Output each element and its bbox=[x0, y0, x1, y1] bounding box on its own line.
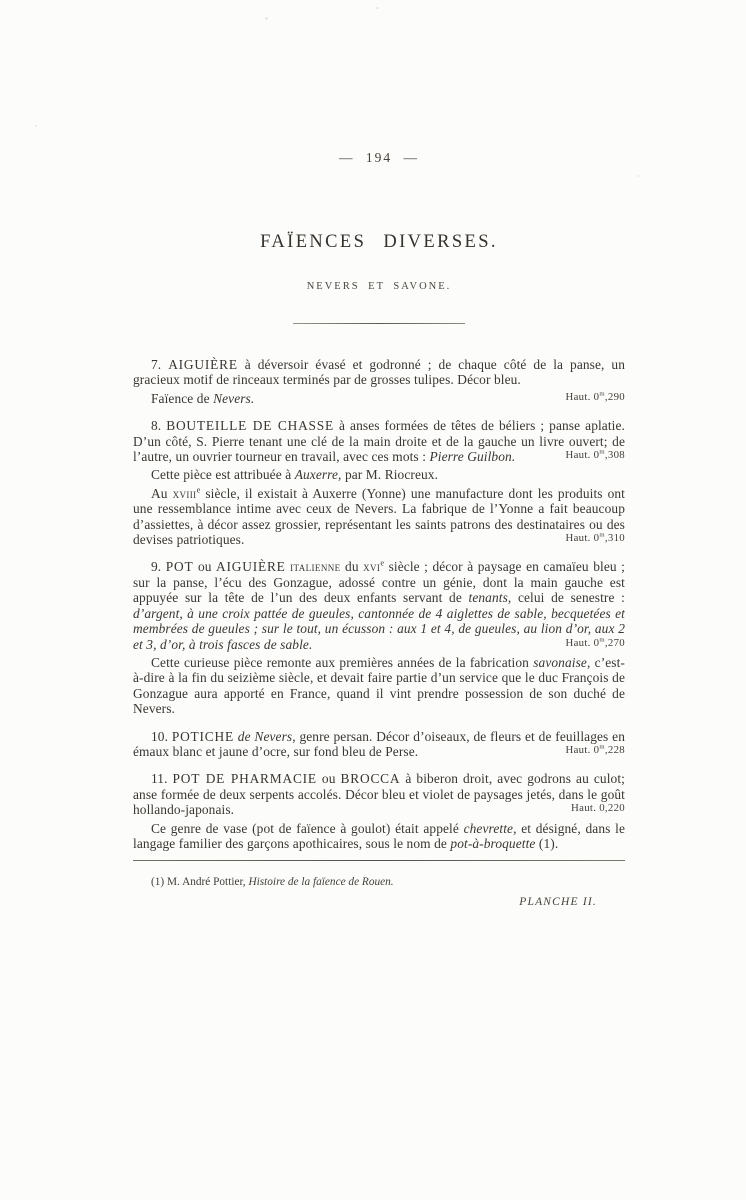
text-segment: chevrette bbox=[463, 820, 514, 836]
catalog-entry-7 bbox=[133, 357, 625, 406]
text-segment: e bbox=[380, 559, 385, 568]
height-measurement bbox=[565, 448, 625, 463]
text-segment: Ce genre de vase (pot de faïence à goulot) était appelé bbox=[151, 820, 464, 836]
text-segment: Cette curieuse pièce remonte aux premières années de la fabrication bbox=[151, 654, 534, 670]
height-measurement bbox=[571, 801, 625, 816]
text-segment: Faïence de bbox=[151, 390, 214, 406]
text-segment: e bbox=[196, 485, 201, 495]
text-segment: à biberon droit, avec godrons au culot; anse formée de deux serpents accolés. Décor bleu et violet de paysages jetés, dans le goût hollando-japonais. bbox=[133, 771, 625, 818]
text-segment: , par M. Riocreux. bbox=[338, 467, 439, 483]
text-segment: ,228 bbox=[604, 743, 625, 756]
height-measurement bbox=[565, 743, 625, 758]
text-segment: ,310 bbox=[604, 532, 625, 545]
text-segment: m bbox=[599, 390, 605, 398]
height-measurement bbox=[565, 531, 625, 546]
text-segment: , genre persan. Décor d’oiseaux, de fleurs et de feuillages en émaux blanc et jaune d’ocre, sur fond bleu de Perse. bbox=[133, 728, 625, 759]
text-segment: à déversoir évasé et godronné ; de chaque côté de la panse, un gracieux motif de rinceaux terminés par de grosses tulipes. Décor bleu. bbox=[133, 357, 625, 388]
scan-speck bbox=[265, 17, 268, 20]
text-segment: AIGUIÈRE bbox=[168, 357, 238, 372]
scan-speck bbox=[35, 125, 37, 127]
entry-paragraph bbox=[133, 486, 625, 548]
text-segment: m bbox=[599, 635, 605, 643]
text-segment: italienne bbox=[290, 559, 341, 575]
entry-paragraph bbox=[133, 418, 625, 464]
text-segment: siècle ; décor à paysage en camaïeu bleu ; sur la panse, l’écu des Gonzague, adossé contre un génie, dont la main gauche est appuyée sur la tête de l’un des deux enfants servant de bbox=[133, 559, 625, 606]
entry-paragraph bbox=[133, 357, 625, 388]
entry-paragraph bbox=[133, 559, 625, 651]
text-segment: m bbox=[599, 531, 605, 539]
section-title: FAÏENCES DIVERSES. bbox=[260, 232, 498, 252]
catalog-entry-8 bbox=[133, 418, 625, 547]
text-segment: , celui de senestre : bbox=[507, 590, 625, 606]
scan-speck bbox=[376, 7, 379, 9]
text-segment: (1) M. André Pottier, bbox=[151, 876, 249, 889]
entry-paragraph bbox=[133, 729, 625, 760]
text-segment: AIGUIÈRE bbox=[216, 559, 286, 575]
text-segment: POTICHE bbox=[171, 728, 234, 744]
footnote-rule bbox=[133, 860, 625, 861]
text-segment: 10. bbox=[151, 728, 172, 744]
entry-paragraph bbox=[133, 655, 625, 717]
height-measurement bbox=[565, 636, 625, 651]
text-segment: ou bbox=[316, 771, 341, 787]
entry-paragraph bbox=[133, 391, 625, 406]
text-segment: xvi bbox=[363, 559, 381, 575]
text-segment: du bbox=[340, 559, 364, 575]
text-segment: ,290 bbox=[604, 390, 625, 403]
text-segment: 11. bbox=[151, 771, 173, 787]
text-segment: Haut. 0 bbox=[565, 743, 600, 756]
title-rule bbox=[293, 323, 465, 324]
page-number: — 194 — bbox=[339, 150, 419, 165]
text-segment: ,270 bbox=[604, 636, 625, 649]
text-segment: ,308 bbox=[604, 449, 625, 462]
text-segment: d’argent, à une croix pattée de gueules, cantonnée de 4 aiglettes de sable, becquetées et membrées de gueules ; sur le tout, un écusson : aux 1 et 4, de gueules, au lion d’or, aux 2 et 3, d’or, à trois fasces de sable. bbox=[133, 605, 625, 652]
text-segment: Haut. 0 bbox=[565, 532, 600, 545]
text-segment: (1). bbox=[535, 835, 559, 851]
catalog-entry-10 bbox=[133, 729, 625, 760]
text-segment: Haut. 0 bbox=[565, 449, 600, 462]
text-segment: Haut. 0 bbox=[565, 390, 600, 403]
text-segment: Cette pièce est attribuée à bbox=[151, 467, 295, 483]
text-segment: , et désigné, dans le langage familier des garçons apothicaires, sous le nom de bbox=[133, 820, 625, 851]
text-segment: m bbox=[599, 743, 605, 751]
scan-speck bbox=[637, 175, 639, 177]
text-segment: Pierre Guilbon. bbox=[429, 449, 516, 465]
catalog-entries bbox=[133, 357, 625, 851]
text-segment: 9. bbox=[151, 559, 166, 575]
plate-reference: PLANCHE II. bbox=[519, 896, 597, 909]
text-segment: de Nevers bbox=[237, 728, 293, 744]
text-segment: m bbox=[599, 448, 605, 456]
section-subtitle: NEVERS ET SAVONE. bbox=[306, 281, 452, 292]
catalog-entry-9 bbox=[133, 559, 625, 716]
text-segment: POT bbox=[165, 559, 194, 575]
entry-paragraph bbox=[133, 821, 625, 852]
text-segment: Auxerre bbox=[294, 467, 339, 483]
page-footer bbox=[133, 860, 625, 908]
catalog-entry-11 bbox=[133, 771, 625, 851]
text-segment: siècle, il existait à Auxerre (Yonne) une manufacture dont les produits ont une ressemblance intime avec ceux de Nevers. La fabrique de l’Yonne a fait beaucoup d’assiettes, à décor assez grossier, représentant les saints patrons des destinataires ou des devises patriotiques. bbox=[133, 485, 626, 548]
text-segment: Haut. 0,220 bbox=[571, 802, 625, 815]
text-segment: à anses formées de têtes de béliers ; panse aplatie. D’un côté, S. Pierre tenant une clé de la main droite et de la gauche un livre ouvert; de l’autre, un ouvrier tourneur en travail, avec ces mots : bbox=[133, 418, 625, 465]
entry-paragraph bbox=[133, 467, 625, 482]
text-segment: ou bbox=[193, 559, 217, 575]
text-segment: tenants bbox=[468, 590, 508, 606]
text-segment: BROCCA bbox=[340, 771, 401, 787]
text-segment: 7. bbox=[151, 357, 169, 372]
footnote bbox=[133, 875, 625, 889]
text-segment: Histoire de la faïence de Rouen. bbox=[248, 876, 394, 889]
text-segment: pot-à-broquette bbox=[450, 835, 536, 851]
text-segment: Haut. 0 bbox=[565, 636, 600, 649]
text-segment: BOUTEILLE DE CHASSE bbox=[166, 418, 335, 434]
height-measurement bbox=[565, 390, 625, 405]
text-segment: , c’est-à-dire à la fin du seizième siècle, et devait faire partie d’un service que le duc François de Gonzague aura apporté en France, quand il vint prendre possession de son duché de Nevers. bbox=[133, 654, 625, 717]
text-segment: savonaise bbox=[533, 654, 587, 670]
text-segment: 8. bbox=[151, 418, 167, 434]
document-page bbox=[133, 150, 625, 908]
text-segment: Nevers. bbox=[213, 390, 255, 406]
text-segment: POT DE PHARMACIE bbox=[172, 771, 317, 787]
text-segment: xviii bbox=[172, 485, 197, 501]
text-segment: Au bbox=[151, 485, 173, 501]
entry-paragraph bbox=[133, 771, 625, 817]
